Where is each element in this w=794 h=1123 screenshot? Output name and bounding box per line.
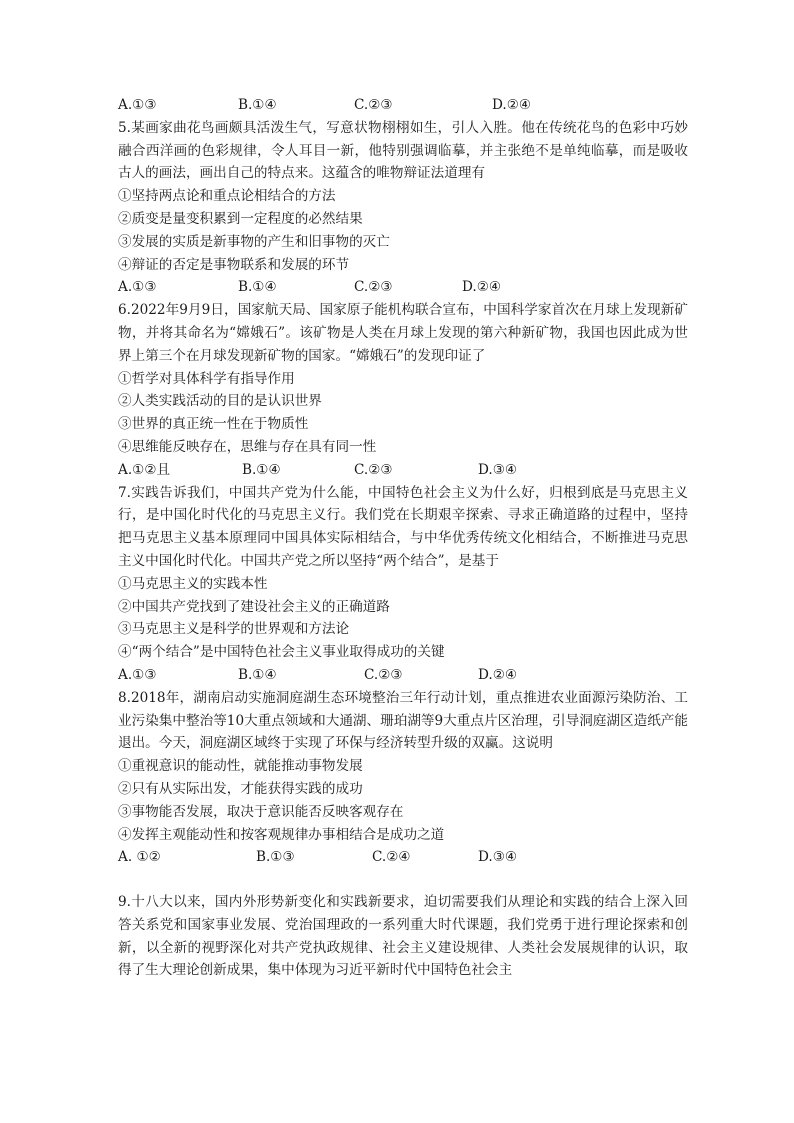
blank-gap xyxy=(118,869,688,891)
q6-options xyxy=(118,459,688,482)
q8-item-1: ①重视意识的能动性，就能推动事物发展 xyxy=(118,758,363,775)
q5-item-3: ③发展的实质是新事物的产生和旧事物的灭亡 xyxy=(118,233,390,250)
q7-options xyxy=(118,664,688,687)
q8-item-2: ②只有从实际出发，才能获得实践的成功 xyxy=(118,780,363,797)
option-c: C.②③ xyxy=(354,97,393,113)
option-a: A.①③ xyxy=(118,97,157,113)
q7-stem: 7.实践告诉我们，中国共产党为什么能，中国特色社会主义为什么好，归根到底是马克思主义行，是中国化时代化的马克思主义行。我们党在长期艰辛探索、寻求正确道路的过程中，坚持把马克思主义基本原理同中国具体实际相结合，与中华优秀传统文化相结合，不断推进马克思主义中国化时代化。中国共产党之所以坚持“两个结合”，是基于 xyxy=(118,484,688,569)
option-b: B.①③ xyxy=(256,849,295,866)
option-c: C.②③ xyxy=(354,279,393,296)
option-c: C.②③ xyxy=(364,666,403,683)
q6-stem: 6.2022年9月9日，国家航天局、国家原子能机构联合宣布，中国科学家首次在月球上发现新矿物，并将其命名为“嫦娥石”。该矿物是人类在月球上发现的第六种新矿物，我国也因此成为世界上第三个在月球发现新矿物的国家。“嫦娥石”的发现印证了 xyxy=(118,302,688,364)
q8-options xyxy=(118,846,688,869)
q8-stem: 8.2018年，湖南启动实施洞庭湖生态环境整治三年行动计划，重点推进农业面源污染防治、工业污染集中整治等10大重点领域和大通湖、珊珀湖等9大重点片区治理，引导洞庭湖区造纸产能退出。今天，洞庭湖区域终于实现了环保与经济转型升级的双赢。这说明 xyxy=(118,689,688,752)
q4-options xyxy=(118,94,688,117)
q7-item-1: ①马克思主义的实践本性 xyxy=(118,575,268,592)
q5-item-4: ④辩证的否定是事物联系和发展的环节 xyxy=(118,256,350,273)
option-b: B.①④ xyxy=(238,666,277,683)
option-a: A.①②且 xyxy=(118,461,171,478)
q6-item-1: ①哲学对具体科学有指导作用 xyxy=(118,370,295,387)
q7-item-3: ③马克思主义是科学的世界观和方法论 xyxy=(118,621,350,638)
option-a: A.①③ xyxy=(118,279,157,296)
q8-item-3: ③事物能否发展，取决于意识能否反映客观存在 xyxy=(118,803,404,820)
q7-item-2: ②中国共产党找到了建设社会主义的正确道路 xyxy=(118,598,390,615)
q6-item-4: ④思维能反映存在，思维与存在具有同一性 xyxy=(118,438,377,455)
option-d: D.②④ xyxy=(492,97,532,113)
q8-item-4: ④发挥主观能动性和按客观规律办事相结合是成功之道 xyxy=(118,826,445,843)
q6-item-3: ③世界的真正统一性在于物质性 xyxy=(118,416,309,433)
exam-content xyxy=(118,94,688,982)
option-b: B.①④ xyxy=(238,279,277,296)
option-b: B.①④ xyxy=(238,97,277,113)
option-b: B.①④ xyxy=(242,461,281,478)
option-d: D.②④ xyxy=(478,666,518,683)
option-c: C.②④ xyxy=(372,849,411,866)
q7-item-4: ④“两个结合”是中国特色社会主义事业取得成功的关键 xyxy=(118,644,445,661)
q5-item-1: ①坚持两点论和重点论相结合的方法 xyxy=(118,188,336,205)
q9-stem: 9.十八大以来，国内外形势新变化和实践新要求，迫切需要我们从理论和实践的结合上深入回答关系党和国家事业发展、党治国理政的一系列重大时代课题，我们党勇于进行理论探索和创新，以全新的视野深化对共产党执政规律、社会主义建设规律、人类社会发展规律的认识，取得了生大理论创新成果，集中体现为习近平新时代中国特色社会主 xyxy=(118,894,688,979)
option-d: D.③④ xyxy=(478,849,518,866)
q5-options xyxy=(118,276,688,299)
q5-stem: 5.某画家曲花鸟画颇具活泼生气，写意状物栩栩如生，引人入胜。他在传统花鸟的色彩中巧妙融合西洋画的色彩规律，令人耳目一新，他特别强调临摹，并主张绝不是单纯临摹，而是吸收古人的画法，画出自己的特点来。这蕴含的唯物辩证法道理有 xyxy=(118,119,688,182)
option-d: D.③④ xyxy=(478,461,518,478)
q6-item-2: ②人类实践活动的目的是认识世界 xyxy=(118,393,322,410)
option-a: A.①③ xyxy=(118,666,157,683)
q5-item-2: ②质变是量变积累到一定程度的必然结果 xyxy=(118,210,363,227)
option-a: A. ①② xyxy=(118,849,161,866)
option-d: D.②④ xyxy=(462,279,502,296)
option-c: C.②③ xyxy=(354,461,393,478)
